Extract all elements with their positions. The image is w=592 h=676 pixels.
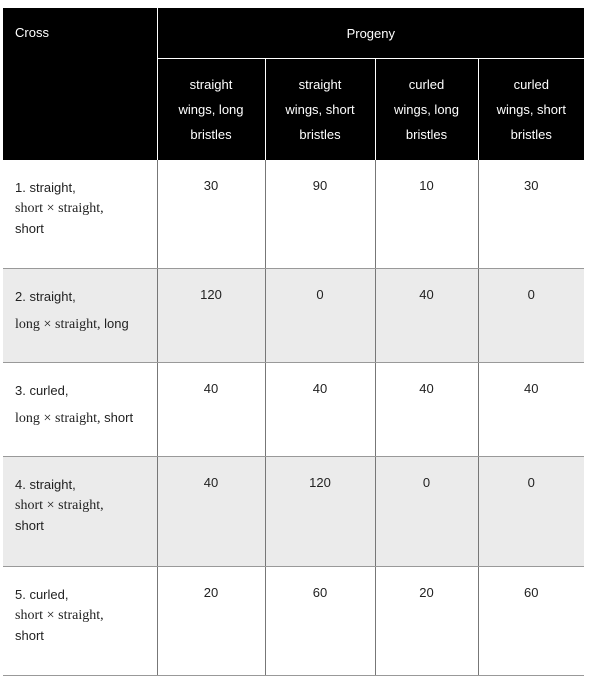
progeny-count: 30	[157, 160, 265, 269]
cross-progeny-table	[3, 8, 584, 676]
cross-cell: 3. curled, long × straight, short	[3, 363, 157, 457]
progeny-count: 0	[478, 457, 584, 567]
progeny-column-header: Progeny	[157, 8, 584, 59]
progeny-header-curled-long: curled wings, long bristles	[375, 59, 478, 161]
progeny-count: 30	[478, 160, 584, 269]
progeny-count: 40	[157, 457, 265, 567]
progeny-count: 40	[375, 363, 478, 457]
progeny-count: 60	[265, 567, 375, 676]
table-row	[3, 457, 584, 567]
clipped-caption	[0, 0, 592, 8]
table-row	[3, 160, 584, 269]
progeny-header-straight-long: straight wings, long bristles	[157, 59, 265, 161]
progeny-count: 120	[157, 269, 265, 363]
cross-cell: 2. straight, long × straight, long	[3, 269, 157, 363]
progeny-header-straight-short: straight wings, short bristles	[265, 59, 375, 161]
progeny-count: 90	[265, 160, 375, 269]
progeny-count: 20	[375, 567, 478, 676]
table-row	[3, 567, 584, 676]
progeny-count: 20	[157, 567, 265, 676]
progeny-count: 40	[265, 363, 375, 457]
progeny-count: 40	[478, 363, 584, 457]
progeny-header-curled-short: curled wings, short bristles	[478, 59, 584, 161]
cross-cell: 5. curled, short × straight, short	[3, 567, 157, 676]
progeny-count: 40	[157, 363, 265, 457]
progeny-count: 0	[478, 269, 584, 363]
table-row	[3, 269, 584, 363]
progeny-count: 40	[375, 269, 478, 363]
progeny-count: 0	[265, 269, 375, 363]
progeny-count: 10	[375, 160, 478, 269]
progeny-count: 120	[265, 457, 375, 567]
progeny-count: 60	[478, 567, 584, 676]
table-row	[3, 363, 584, 457]
cross-cell: 4. straight, short × straight, short	[3, 457, 157, 567]
cross-column-header: Cross	[3, 8, 157, 160]
progeny-count: 0	[375, 457, 478, 567]
cross-cell: 1. straight, short × straight, short	[3, 160, 157, 269]
